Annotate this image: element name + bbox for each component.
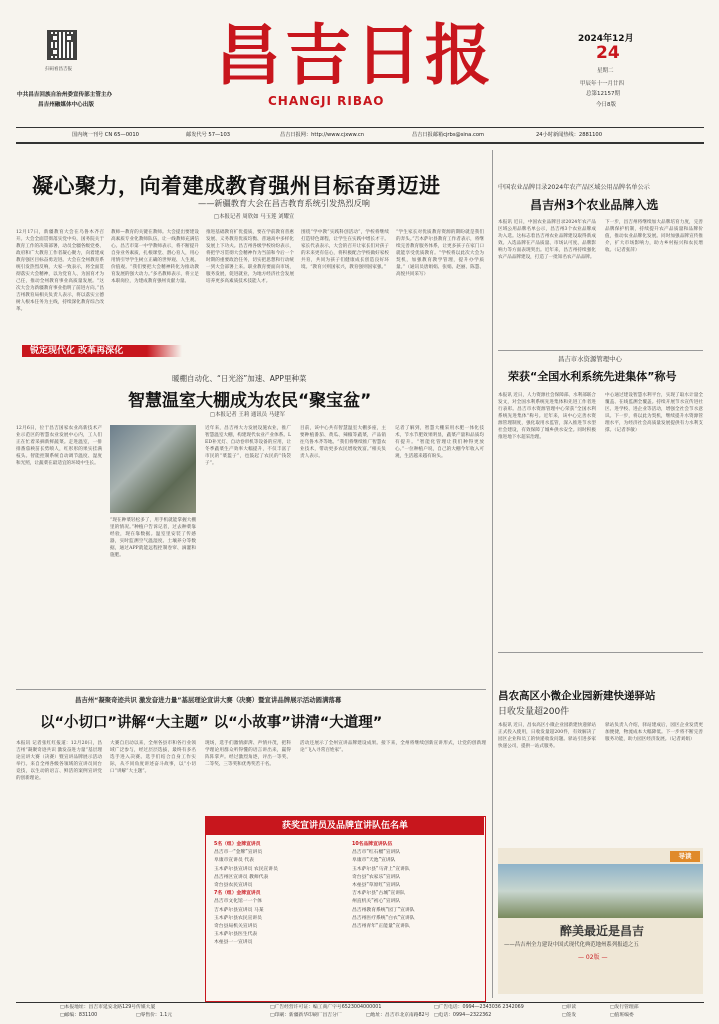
section-tag — [22, 345, 182, 357]
station-col-2: 驿站负责人介绍，驿站建成后，园区企业发货更加便捷，物流成本大幅降低。下一步将不断完善服务功能，助力园区经济发展。（记者刘娟） — [605, 723, 703, 742]
awards-right-item: 昌吉州青年“正能量”宣讲队 — [352, 924, 410, 930]
lead-col-3: 推进基础教育扩优提质，要在学前教育普惠发展、义务教育优质均衡、普通高中多样化发展上下功夫。昌吉州各级学校纷纷表示，将把学习贯彻大会精神作为当前和今后一个时期的重要政治任务，切实把思想和行动统一到大会部署上来。职业教育要面向市场，服务发展，促进就业，为地方经济社会发展培养更多高素质技术技能人才。 — [206, 230, 294, 284]
greenhouse-col-2: “现在种菜轻松多了，用手机就能掌握大棚里的情况。”种植户告诉记者，过去种菜靠经验，现在靠数据。温室里安装了传感器，实时监测空气温湿度、土壤养分等数据，通过APP就能远程控制卷帘、滴灌和施肥。 — [110, 518, 196, 558]
water-headline[interactable]: 荣获“全国水利系统先进集体”称号 — [508, 370, 677, 383]
awards-left-item: 玉木萨尔县医生代表 — [214, 932, 258, 938]
email-link[interactable]: 昌吉日报邮箱cjrbs@sina.com — [412, 132, 485, 138]
page-count: 今日8版 — [596, 102, 616, 108]
footer-exam: □审读 — [562, 1005, 577, 1010]
publisher-line: 昌吉州融媒体中心出版 — [38, 102, 94, 108]
masthead — [0, 0, 719, 130]
lead-headline[interactable]: 凝心聚力，向着建成教育强州目标奋勇迈进 — [32, 174, 441, 198]
awards-left-item: 昌吉市文化馆一一个体 — [214, 899, 262, 905]
speakers-col-2: 大赛自启动以来，全州各县市和各行业领域广泛参与，经过层层选拔，最终有多名选手进入决赛。选手们结合自身工作实际，从不同角度讲述奋斗故事，以“小切口”讲解“大主题”。 — [110, 741, 196, 774]
awards-left-item: 奇台县局机关宣讲员 — [214, 924, 258, 930]
cn-number: 国内统一刊号 CN 65—0010 — [72, 132, 139, 138]
footer-rule — [16, 1002, 704, 1003]
awards-left-item: 阜康市宣讲员 代表 — [214, 858, 254, 864]
greenhouse-photo — [110, 425, 196, 513]
lead-col-4: 围绕“学中教”实践科创活动”，学校将继续打造特色课程，让学生在实践中增长才干。家长代表表示，大会的召开让家长们对孩子的未来更有信心，将积极配合学校做好家校共育，共同为孩子们健康成长创造良好环境。“教育兴则国家兴，教育强则国家强。” — [301, 230, 389, 270]
speakers-kicker: 昌吉州“凝聚奇迹共识 激发奋进力量”基层理论宣讲大赛（决赛）暨宣讲品牌展示活动圆满落幕 — [75, 696, 342, 704]
footer-ad-phone: □广告电话：0994—2343036 2342069 — [434, 1005, 524, 1010]
newspaper-pinyin: CHANGJI RIBAO — [268, 94, 385, 108]
awards-right-item: 阜康市“天池”宣讲队 — [352, 858, 396, 864]
info-bar-top-rule — [16, 127, 704, 128]
footer-print: □印刷：新疆新华印刷厂昌吉分厂 — [270, 1013, 342, 1018]
qr-code[interactable] — [47, 30, 77, 60]
brand-col-1: 本报讯 近日，中国农业品牌目录2024年农产品区域公用品牌名单公示，昌吉州3个农业品牌成功入选。这标志着昌吉州农业品牌建设取得新成效。入选品牌在产品质量、市场认可度、品牌影响力等方面表现突出。近年来，昌吉州持续强化农产品品牌建设，打造了一批知名农产品品牌。 — [498, 220, 596, 260]
brand-headline[interactable]: 昌吉州3个农业品牌入选 — [530, 198, 659, 212]
guide-subhead: ——昌吉州全力建设中国式现代化典范地州系列报道之五 — [504, 942, 639, 948]
brand-col-2: 下一步，昌吉州将继续加大品牌培育力度，完善品牌保护机制，持续提升农产品质量和品牌价值，推动农业品牌化发展。同时加强品牌宣传推介，扩大市场影响力，助力乡村振兴和农民增收。（记者张萍） — [605, 220, 703, 253]
footer-print-phone: □电话：0994—2322362 — [434, 1013, 492, 1018]
awards-box-title: 获奖宣讲员及品牌宣讲队伍名单 — [206, 817, 484, 835]
qr-caption: 扫码看昌吉报 — [45, 67, 72, 72]
lead-subhead: ——新疆教育大会在昌吉教育系统引发热烈反响 — [198, 198, 370, 208]
awards-right-item: 奇台县“农家乐”宣讲队 — [352, 874, 401, 880]
station-col-1: 本报讯 近日，昌农高区小微企业园新建快递驿站正式投入使用，日收发量超200件，有效解决了园区企业和员工的快递收发问题。驿站引进多家快递公司，提供一站式服务。 — [498, 723, 596, 749]
awards-left-item: 木垒县一一宣讲员 — [214, 940, 253, 946]
awards-right-item: 木垒县“草原红”宣讲队 — [352, 883, 401, 889]
footer-print-address: □地址：昌吉市北京南路82号 — [366, 1013, 430, 1018]
awards-left-item: 昌吉州区宣讲员 教师代表 — [214, 874, 269, 880]
footer-address: □本报地址：昌吉市延安北路129号传媒大厦 — [60, 1005, 156, 1010]
awards-left-item: 昌吉市一“金牌”宣讲员 — [214, 850, 263, 856]
footer-ad-license: □广告经营许可证：编工商广字号6523004000001 — [270, 1005, 382, 1010]
water-col-1: 本报讯 近日，人力资源社会保障部、水利部联合发文，对全国水利系统先进集体和先进工作者进行表彰。昌吉市水资源管理中心荣获“全国水利系统先进集体”称号。近年来，该中心完善水资源管理制度，强化取用水监管，深入推进节水型社会建设，有效保障了城乡供水安全。同时积极推进地下水超采治理。 — [498, 393, 596, 440]
guide-headline: 醉美最近是昌吉 — [560, 924, 645, 938]
post-code: 邮发代号 57—103 — [186, 132, 231, 138]
awards-left-item: 5名（组）金牌宣讲员 — [214, 842, 261, 847]
sponsor-line: 中共昌吉回族自治州委宣传部主管主办 — [17, 92, 113, 98]
greenhouse-col-5: 记者了解到，智慧大棚采用水肥一体化技术，节水节肥效果明显，蔬菜产量和品质均有提升。“智能化管理让我们种得更放心。”一位种植户说，自己的大棚今年收入可观，生活越来越有盼头。 — [395, 426, 484, 459]
station-subhead: 日收发量超200件 — [498, 707, 570, 717]
awards-left-item: 7名（组）金牌宣讲员 — [214, 891, 261, 897]
speakers-col-1: 本报讯 记者张红红报道：12月20日，昌吉州“凝聚奇迹共识 激发奋进力量”基层理论宣讲大赛（决赛）暨宣讲品牌展示活动举行。来自全州各级各领域的宣讲员同台竞技，以生动的语言、鲜活的案例宣讲党的创新理论。 — [16, 741, 102, 781]
lead-byline: □本报记者 周欣如 马玉莲 刘耀宣 — [214, 214, 295, 220]
issue-number: 总第12157期 — [586, 91, 620, 97]
awards-right-item: 吉木萨尔县“古城”宣讲队 — [352, 891, 405, 897]
date-weekday: 星期二 — [597, 68, 614, 74]
greenhouse-col-3: 近年来，昌吉州大力发展设施农业，推广智慧温室大棚，构建现代农业产业体系。LED补光灯、自动卷帘机等设备的应用，让冬季蔬菜生产效率大幅提升，不仅丰富了市民的“菜篮子”，也鼓起了农民的“钱袋子”。 — [205, 426, 291, 466]
greenhouse-kicker: 暖棚自动化、“日光浴”加速、APP里种菜 — [172, 374, 307, 383]
guide-tag: 导读 — [670, 851, 700, 862]
divider-speakers — [16, 689, 486, 690]
water-col-2: 中心通过建设智慧水利平台，实现了取水计量全覆盖、在线监测全覆盖。持续开展节水宣传进社区、进学校、进企业等活动，增强全社会节水意识。下一步，将以此为契机，继续提升水资源管理水平，为经济社会高质量发展提供有力水利支撑。（记者李敏） — [605, 393, 703, 433]
greenhouse-col-4: 目前，该中心共有智慧温室大棚多座，主要种植番茄、黄瓜、辣椒等蔬菜，产品销往乌鲁木齐等地。“我们将继续推广智慧农业技术，带动更多农民增收致富。”相关负责人表示。 — [300, 426, 386, 459]
lead-col-5: “学生家长对优质教育资源的期盼就是我们的奔头。”吉木萨尔县教育工作者表示，将继续完善教育服务体系，让更多孩子在家门口就能享受优质教育。“学校将以此次大会为契机，加强教育教学管理，提升办学质量。”（通讯员唐娟娟、张娟、赵丽、陈慧、高悦共同采写） — [396, 230, 484, 277]
newspaper-title: 昌吉日报 — [215, 16, 495, 94]
divider-station — [498, 652, 703, 653]
footer — [16, 1004, 704, 1022]
awards-left-item: 吉木萨尔县宣讲员 马某 — [214, 907, 264, 913]
speakers-headline[interactable]: 以“小切口”讲解“大主题” 以“小故事”讲清“大道理” — [40, 715, 383, 731]
footer-sign: □签发 — [562, 1013, 577, 1018]
footer-price: □零售价：1.1元 — [136, 1013, 173, 1018]
date-year-month: 2024年12月 — [578, 34, 634, 44]
section-tag-label: 锐定现代化 改革再深化 — [30, 346, 124, 356]
awards-right-item: 昌吉州教育系统“园丁”宣讲队 — [352, 907, 415, 913]
speakers-col-4: 活动还展示了全州宣讲品牌建设成果。接下来，全州将继续创新宣讲形式，让党的创新理论“飞入寻常百姓家”。 — [300, 741, 486, 753]
water-kicker: 昌吉市水资源管理中心 — [558, 355, 622, 363]
info-bar — [16, 131, 704, 139]
awards-left-item: 玉木萨尔县宣讲员 农民宣讲员 — [214, 866, 278, 872]
awards-right-item: 10名品牌宣讲队伍 — [352, 842, 393, 847]
brand-kicker: 中国农业品牌目录2024年农产品区域公用品牌名单公示 — [498, 184, 650, 191]
awards-list-left — [214, 841, 344, 948]
awards-left-item: 奇台县农民宣讲员 — [214, 883, 253, 889]
greenhouse-col-1: 12月6日，位于昌吉国家农业高新技术产业示范区的智慧农业发展中心内，工人们正在忙着采摘新鲜蔬菜。走进温室，一排排番茄秧苗长势喷人，红彤彤的果实挂满枝头。智能控制系统自动调节温度、湿度和光照，让蔬菜在最适宜的环境中生长。 — [16, 426, 102, 466]
guide-page: — 02版 — — [578, 954, 608, 961]
lead-col-1: 12月17日，新疆教育大会在乌鲁木齐召开。大会全面贯彻落实党中央、国务院关于教育工作的决策部署，动员全疆各级党委、政府和广大教育工作者凝心聚力，向着建成教育强区目标奋勇迈进。大会在全州教育系统引发热烈反响，大家一致表示，将全面贯彻落实大会精神，以为党育人、为国育才为己任，推动全州教育事业高质量发展。“这次大会为新疆教育事业指明了前进方向。”昌吉州教育局相关负责人表示，将以落实立德树人根本任务为主线，持续深化教育综合改革。 — [16, 230, 104, 312]
hotline: 24小时新闻热线：2881100 — [536, 132, 603, 138]
date-lunar: 甲辰年十一月廿四 — [580, 81, 625, 87]
greenhouse-headline[interactable]: 智慧温室大棚成为农民“聚宝盆” — [128, 391, 372, 411]
awards-right-item: 州直机关“初心”宣讲队 — [352, 899, 401, 905]
awards-right-item: 昌吉市“红石榴”宣讲队 — [352, 850, 401, 856]
awards-list-right — [352, 841, 482, 931]
date-day: 24 — [596, 43, 620, 63]
station-headline[interactable]: 昌农高区小微企业园新建快递驿站 — [498, 690, 656, 702]
awards-left-item: 玉木萨尔县农民宣讲员 — [214, 915, 262, 921]
speakers-col-3: 现场，选手们激情澎湃、声情并茂，把科学理论用群众听得懂的语言讲出来，赢得阵阵掌声。经过激烈角逐，评出一等奖、二等奖、三等奖和优秀奖若干名。 — [205, 741, 291, 767]
footer-zip: □邮编：831100 — [60, 1013, 98, 1018]
awards-right-item: 昌吉州医疗系统“白衣”宣讲队 — [352, 915, 415, 921]
info-bar-bottom-rule — [16, 142, 704, 144]
guide-box[interactable] — [498, 848, 703, 994]
greenhouse-byline: □本报记者 王莉 通讯员 马建军 — [210, 412, 285, 418]
lead-col-2: 教师—教育的关键在教师。大会提出要建设高素质专业化教师队伍，让一线教师充满信心。昌吉市第一中学教师表示，将不断提升自身业务素质，扎根课堂、潜心育人，用心用情引导学生树立正确的世界观、人生观、价值观。“我们要把大会精神转化为推动教育发展的强大动力。”多名教师表示，将立足本职岗位，为建成教育强州贡献力量。 — [111, 230, 199, 284]
right-column-rule — [492, 150, 493, 998]
divider-water — [498, 350, 703, 351]
awards-right-item: 玉木萨尔县“马背上”宣讲队 — [352, 866, 410, 872]
footer-distribute: □发行管理部 — [610, 1005, 639, 1010]
footer-duty: □值班编委 — [610, 1013, 634, 1018]
guide-photo — [498, 864, 703, 918]
website-link[interactable]: 昌吉日报网：http://www.cjxww.cn — [280, 132, 365, 138]
awards-box — [205, 816, 486, 1002]
